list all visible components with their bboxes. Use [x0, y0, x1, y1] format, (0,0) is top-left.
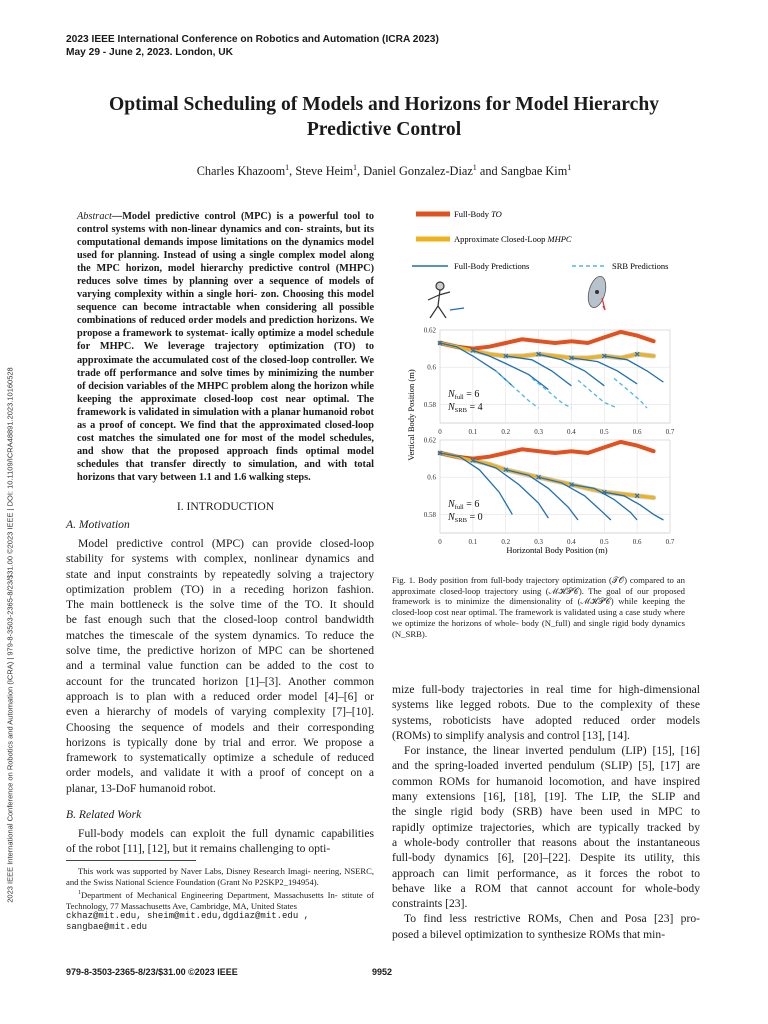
legend-label-full-pred: Full-Body Predictions — [454, 261, 530, 271]
text-line: posed a bilevel optimization to synthesize ROMs that min- — [392, 927, 666, 941]
text-line: matches the timescale of the system dynamics. To reduce the — [66, 628, 374, 642]
text-line: solve time, the predictive horizon of MPC can be shortened — [66, 644, 374, 658]
text-line: optimization problem (TO) in a receding horizon fashion. — [66, 582, 374, 596]
text-line: Department of Mechanical Engineering Department, Massachusetts In- — [81, 889, 338, 900]
text-line: neering, NSERC, and the Swiss National Science Foundation (Grant No — [66, 866, 374, 887]
text-line: behave like a ROM that cannot account for whole-body — [392, 881, 700, 895]
text-line: matches the simulated one for most of the model schedules, and — [77, 432, 374, 457]
x-tick-label: 0 — [438, 428, 442, 436]
text-line: full-body dynamics [6], [20]–[22]. Despite its utility, this — [392, 851, 700, 865]
text-line: Body position from full-body trajectory optimization (𝒯𝒪) — [418, 575, 627, 585]
subsection-heading-motivation: A. Motivation — [66, 518, 130, 531]
affiliation-footnote: $^1$Department of Mechanical Engineering Department, Massachusetts In- stitute of Technology, 77 Massachusetts Ave, Cambridge, MA, United States — [66, 889, 374, 911]
text-line: (ROMs) to simplify analysis and control [13], [14]. — [392, 728, 630, 742]
text-line: P2SKP2_194954). — [254, 876, 319, 887]
right-column-text — [392, 682, 700, 942]
n-srb-value: 4 — [477, 402, 483, 413]
abstract-text — [77, 211, 374, 483]
title-line-2: Predictive Control — [306, 119, 462, 140]
text-line: The main bottleneck is the solve time of the TO. It should — [66, 598, 374, 612]
text-line: Model predictive control (MPC) can provide closed-loop — [78, 537, 374, 550]
text-line: planar, 13-DoF humanoid robot. — [66, 781, 216, 795]
text-line: considering all possible combinations of reduced order models — [77, 302, 375, 327]
text-line: a whole-body controller that reasons about the instantaneous — [392, 835, 700, 849]
text-line: single complex model along the MPC horizon, model hierarchy — [77, 250, 375, 275]
text-line: and a terminal value function can be added to the cost to — [66, 659, 374, 673]
y-tick-label: 0.6 — [427, 363, 436, 372]
y-tick-label: 0.62 — [423, 436, 436, 445]
abstract-dash: — — [111, 211, 123, 222]
related-work-paragraph — [66, 826, 374, 857]
conference-name: 2023 IEEE International Conference on Robotics and Automation (ICRA 2023) — [66, 34, 439, 45]
text-line: sangbae@mit.edu — [66, 922, 148, 933]
text-line: Model predictive control (MPC) is a powerful — [122, 211, 339, 222]
text-line: Full-body models can exploit the full dynamic capabilities — [78, 827, 374, 840]
n-srb-value: 0 — [477, 512, 483, 523]
author-list — [60, 163, 708, 179]
caption-label: Fig. 1. — [392, 575, 416, 585]
text-line: body (N_full) and single rigid body dynamics (N_SRB). — [392, 617, 686, 639]
text-line: of the MHPC problem along the horizon while keeping the — [77, 380, 374, 405]
n-full-value: 6 — [474, 499, 480, 510]
x-tick-label: 0.3 — [534, 538, 543, 546]
text-line: ckhaz@mit.edu, sheim@mit.edu,dgdiaz@mit.edu , — [66, 911, 310, 922]
text-line: systems, roboticists have adopted reduced order models — [392, 713, 700, 727]
y-tick-label: 0.6 — [427, 473, 436, 482]
x-tick-label: 0.6 — [632, 538, 642, 546]
abstract — [77, 210, 374, 484]
n-srb-annotation: $N_{SRB} = 0$ — [448, 512, 483, 524]
text-line: systems like legged robots. Due to the complexity of these — [392, 698, 700, 712]
text-line: constraints [23]. — [392, 897, 468, 911]
text-line: stitute of Technology, 77 Massachusetts Ave, Cambridge, MA, United States — [66, 889, 374, 911]
text-line: the dynamics model used for planning. Instead of using a — [77, 237, 374, 262]
figure-legend — [412, 209, 668, 271]
legend-label-approx: Approximate Closed-Loop MHPC — [454, 234, 572, 244]
text-line: and prediction horizons. We propose a framework to systemat- — [77, 315, 374, 340]
single-rigid-body-illustration — [585, 274, 609, 310]
text-line: For instance, the linear inverted pendulum (LIP) [15], [16] — [404, 744, 700, 758]
humanoid-illustration — [428, 282, 464, 318]
text-line: Choosing the sequence of models and their corresponding — [66, 720, 374, 734]
title-line-1: Optimal Scheduling of Models and Horizons for Model Hierarchy — [108, 94, 660, 115]
x-tick-label: 0.2 — [501, 428, 511, 436]
section-heading: I. INTRODUCTION — [176, 500, 275, 513]
x-tick-label: 0.5 — [599, 428, 609, 436]
legend-label-srb-pred: SRB Predictions — [612, 261, 669, 271]
x-tick-label: 0.1 — [468, 538, 478, 546]
x-axis-label: Horizontal Body Position (m) — [506, 545, 608, 555]
text-line: even a hierarchy of models of varying complexity [7]–[10]. — [66, 705, 374, 719]
chart-panel-top — [424, 327, 675, 437]
text-line: of the robot [11], [12], but it remains challenging to opti- — [66, 842, 331, 856]
text-line: that transfer directly to simulation, and with total horizons that — [77, 458, 374, 483]
author: Steve Heim$^1$, — [295, 163, 364, 179]
n-full-value: 6 — [474, 389, 480, 400]
text-line: predictive control (MHPC) reduces solve times by planning over — [77, 263, 375, 288]
page-number: 9952 — [372, 967, 393, 977]
text-line: zon. Choosing this model sequence can become intractable when — [77, 289, 374, 314]
text-line: proof of concept. We find that the approximated closed-loop cost — [77, 419, 374, 444]
y-tick-label: 0.58 — [423, 400, 436, 409]
email-list — [66, 911, 374, 933]
n-srb-annotation: $N_{SRB} = 4$ — [448, 402, 483, 414]
text-line: solve times by minimizing the number of decision variables — [77, 367, 374, 392]
text-line: vary between 1.1 and 1.6 walking steps. — [137, 471, 311, 483]
text-line: order models, and validate it with a proof of concept on a — [66, 766, 374, 780]
x-tick-label: 0.7 — [665, 428, 675, 436]
text-line: framework to systematically optimize a schedule of reduced — [66, 751, 374, 765]
text-line: ically optimize a model schedule for MHPC. We leverage — [77, 328, 374, 353]
text-line: horizons is typically done by trial and error. We propose a — [66, 735, 374, 749]
x-tick-label: 0.6 — [632, 428, 642, 436]
author: Sangbae Kim$^1$ — [500, 163, 572, 179]
doi-sidebar — [0, 272, 20, 998]
text-line: rapidly optimize trajectories, which are typically tracked by — [392, 820, 700, 834]
text-line: approach can limit performance, as it forces the robot to — [392, 866, 700, 880]
subsection-heading-related-work: B. Related Work — [66, 808, 142, 821]
text-line: approach is to plan with a reduced order model [4]–[6] or — [66, 689, 374, 703]
chart-panel-bottom — [424, 437, 675, 547]
figure-caption — [392, 575, 685, 639]
text-line: tool to control systems with non-linear dynamics and con- — [77, 211, 374, 236]
n-full-annotation: $N_{full} = 6$ — [448, 499, 480, 511]
text-line: show that the proposed approach finds optimal model schedules — [77, 445, 374, 470]
text-line: stability for systems with complex, nonlinear dynamics and — [66, 552, 374, 566]
x-tick-label: 0.2 — [501, 538, 511, 546]
text-line: many extensions [16], [18], [19]. The LIP, the SLIP and — [392, 790, 700, 804]
text-line: be fast enough such that the closed-loop control bandwidth — [66, 613, 374, 627]
paper-title — [60, 92, 708, 142]
text-line: (ℳℋ𝒫𝒞) while keeping the closed-loop cost near optimal. The framework — [392, 596, 686, 618]
abstract-label: Abstract — [77, 211, 112, 222]
y-tick-label: 0.62 — [423, 326, 436, 335]
x-tick-label: 0.1 — [468, 428, 478, 436]
text-line: the single rigid body (SRB) have been used in MPC to — [392, 805, 700, 819]
text-line: cost of the closed-loop controller. We trade off performance and — [77, 354, 374, 379]
text-line: compared to an approximate closed-loop trajectory using (ℳℋ𝒫𝒞). The — [392, 575, 686, 596]
copyright-footer: 979-8-3503-2365-8/23/$31.00 ©2023 IEEE — [66, 967, 238, 977]
text-line: approximate closed-loop cost near optimal. The framework is — [77, 393, 374, 418]
text-line: straints, but its computational demands impose limitations on — [77, 224, 374, 249]
text-line: This work was supported by Naver Labs, Disney Research Imagi- — [78, 866, 311, 876]
text-line: account for the truncated horizon [1]–[3]. Another common — [66, 674, 374, 688]
text-line: trajectory optimization (TO) to approximate the accumulated — [77, 341, 374, 366]
figure-1 — [392, 200, 692, 570]
doi-sidebar-text: 2023 IEEE International Conference on Robotics and Automation (ICRA) | 979-8-3503-2365-8/23/$31.00 ©2023 IEEE | DOI: 10.1109/ICRA48891.2023.10160528 — [5, 367, 15, 903]
text-line: is validated using a case study where we optimize the horizons of whole- — [392, 607, 685, 628]
conference-header — [66, 33, 439, 59]
x-tick-label: 0.5 — [599, 538, 609, 546]
text-line: state and input constraints by repeatedly solving a trajectory — [66, 567, 374, 581]
x-tick-label: 0.3 — [534, 428, 543, 436]
text-line: To find less restrictive ROMs, Chen and Posa [23] pro- — [404, 912, 700, 926]
n-full-annotation: $N_{full} = 6$ — [448, 389, 480, 401]
text-line: and the spring-loaded inverted pendulum (SLIP) [5], [17] are — [392, 759, 700, 773]
text-line: a sequence of models of varying complexity within a single hori- — [77, 276, 374, 301]
text-line: common ROMs for humanoid locomotion, and have inspired — [392, 774, 700, 788]
text-line: goal of our proposed framework is to minimize the dimensionality of — [392, 585, 686, 607]
author: Daniel Gonzalez-Diaz$^1$ and — [363, 163, 501, 179]
legend-label-to: Full-Body TO — [454, 209, 502, 219]
conference-dates: May 29 - June 2, 2023. London, UK — [66, 47, 234, 58]
funding-footnote — [66, 866, 374, 888]
x-tick-label: 0.7 — [665, 538, 675, 546]
x-tick-label: 0 — [438, 538, 442, 546]
y-tick-label: 0.58 — [423, 510, 436, 519]
y-axis-label: Vertical Body Position (m) — [406, 369, 416, 461]
motivation-paragraph — [66, 536, 374, 796]
caption-text — [392, 575, 685, 639]
footnotes — [66, 866, 374, 933]
x-tick-label: 0.4 — [567, 428, 576, 436]
text-line: validated in simulation with a planar humanoid robot as a — [77, 406, 374, 431]
author: Charles Khazoom$^1$, — [196, 163, 296, 179]
footnote-rule — [66, 860, 196, 861]
x-tick-label: 0.4 — [567, 538, 576, 546]
text-line: mize full-body trajectories in real time for high-dimensional — [392, 683, 700, 696]
